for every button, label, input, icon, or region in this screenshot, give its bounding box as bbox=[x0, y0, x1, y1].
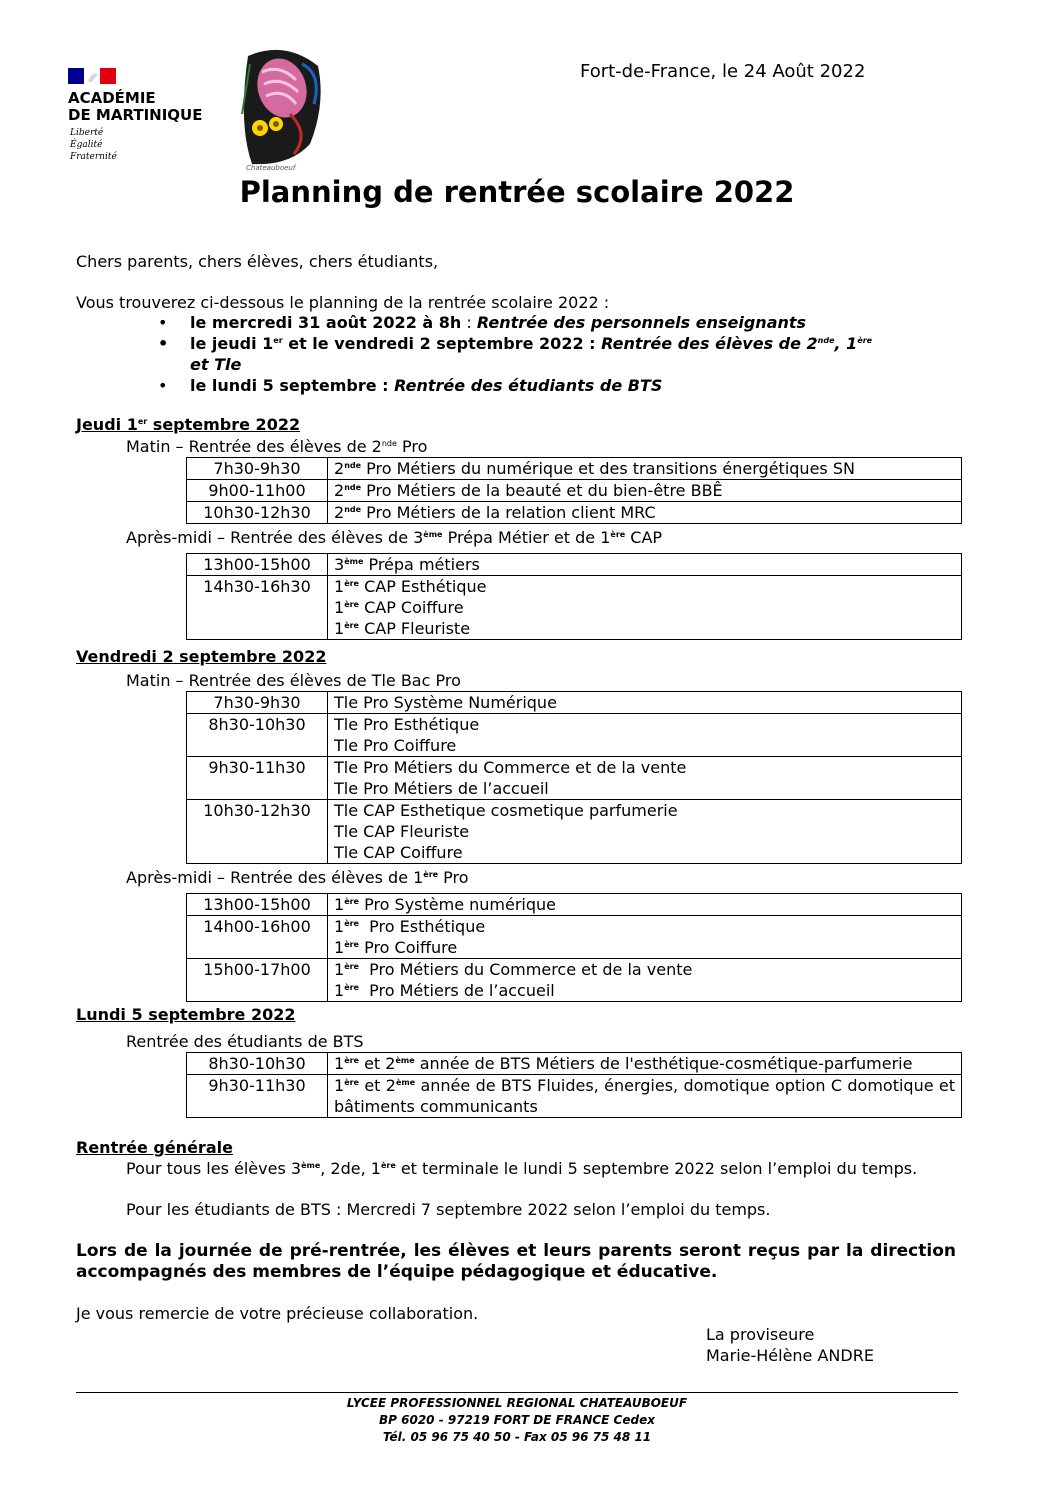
table-row bbox=[187, 916, 962, 959]
time-cell: 10h30-12h30 bbox=[187, 800, 328, 864]
footer-address: BP 6020 - 97219 FORT DE FRANCE Cedex bbox=[379, 1413, 655, 1427]
general-heading: Rentrée générale bbox=[76, 1138, 233, 1157]
motto-fraternite: Fraternité bbox=[70, 152, 117, 162]
time-cell: 7h30-9h30 bbox=[187, 692, 328, 714]
class-cell: 1ère et 2ème année de BTS Fluides, énergies, domotique option C domotique et bâtiments communicants bbox=[328, 1075, 962, 1118]
general-paragraph-2: Pour les étudiants de BTS : Mercredi 7 septembre 2022 selon l’emploi du temps. bbox=[126, 1200, 771, 1219]
bullet-item-teachers bbox=[156, 312, 966, 333]
footer bbox=[0, 1395, 1034, 1446]
table-row bbox=[187, 480, 962, 502]
footer-divider bbox=[76, 1392, 958, 1393]
signature-name: Marie-Hélène ANDRE bbox=[706, 1346, 874, 1365]
bullet-bts-label: Rentrée des étudiants de BTS bbox=[394, 376, 663, 395]
footer-school-name: LYCEE PROFESSIONNEL REGIONAL CHATEAUBOEUF bbox=[346, 1396, 688, 1410]
time-cell: 14h00-16h00 bbox=[187, 916, 328, 959]
thursday-afternoon-label: Après-midi – Rentrée des élèves de 3ème Prépa Métier et de 1ère CAP bbox=[126, 528, 663, 547]
bullet-students-label-d: et Tle bbox=[190, 355, 242, 374]
time-cell: 9h00-11h00 bbox=[187, 480, 328, 502]
table-row bbox=[187, 458, 962, 480]
table-row bbox=[187, 692, 962, 714]
page-title: Planning de rentrée scolaire 2022 bbox=[239, 175, 795, 209]
table-row bbox=[187, 959, 962, 1002]
bullet-icon: • bbox=[158, 376, 168, 395]
academy-logo bbox=[68, 66, 218, 166]
bullet-students-label: Rentrée des élèves de 2 bbox=[601, 334, 818, 353]
bullet-bts-date: le lundi 5 septembre : bbox=[190, 376, 395, 395]
class-cell: Tle CAP Esthetique cosmetique parfumerie Tle CAP Fleuriste Tle CAP Coiffure bbox=[328, 800, 962, 864]
time-cell: 8h30-10h30 bbox=[187, 1053, 328, 1075]
time-cell: 8h30-10h30 bbox=[187, 714, 328, 757]
place-date: Fort-de-France, le 24 Août 2022 bbox=[580, 61, 866, 82]
marianne-flag-icon bbox=[68, 68, 116, 84]
bullet-students-date-b: et le vendredi 2 septembre 2022 : bbox=[282, 334, 602, 353]
monday-sub-label: Rentrée des étudiants de BTS bbox=[126, 1032, 364, 1051]
bullet-teachers-date: le mercredi 31 août 2022 à 8h bbox=[190, 313, 462, 332]
signature-role: La proviseure bbox=[706, 1325, 815, 1344]
table-row bbox=[187, 800, 962, 864]
table-row bbox=[187, 1053, 962, 1075]
motto-liberte: Liberté bbox=[70, 128, 104, 138]
bullet-students-label-c: , 1 bbox=[834, 334, 858, 353]
class-cell: 2nde Pro Métiers du numérique et des transitions énergétiques SN bbox=[328, 458, 962, 480]
class-cell: 1ère et 2ème année de BTS Métiers de l'esthétique-cosmétique-parfumerie bbox=[328, 1053, 962, 1075]
time-cell: 9h30-11h30 bbox=[187, 1075, 328, 1118]
sup-er: er bbox=[273, 336, 283, 345]
class-cell: 2nde Pro Métiers de la beauté et du bien-être BBÊ bbox=[328, 480, 962, 502]
class-cell: Tle Pro Métiers du Commerce et de la vente Tle Pro Métiers de l’accueil bbox=[328, 757, 962, 800]
time-cell: 9h30-11h30 bbox=[187, 757, 328, 800]
time-cell: 7h30-9h30 bbox=[187, 458, 328, 480]
greeting: Chers parents, chers élèves, chers étudiants, bbox=[76, 252, 439, 271]
thursday-morning-label: Matin – Rentrée des élèves de 2nde Pro bbox=[126, 437, 428, 456]
sup-nde: nde bbox=[817, 336, 835, 345]
bullet-list bbox=[156, 312, 966, 396]
bullet-icon: • bbox=[158, 313, 168, 332]
bullet-item-students bbox=[156, 333, 966, 375]
class-cell: 1ère Pro Métiers du Commerce et de la vente 1ère Pro Métiers de l’accueil bbox=[328, 959, 962, 1002]
academy-name-line1: ACADÉMIE bbox=[68, 89, 156, 107]
monday-heading: Lundi 5 septembre 2022 bbox=[76, 1005, 296, 1024]
class-cell: 1ère Pro Esthétique 1ère Pro Coiffure bbox=[328, 916, 962, 959]
thursday-afternoon-table bbox=[186, 553, 962, 640]
general-paragraph-1: Pour tous les élèves 3ème, 2de, 1ère et terminale le lundi 5 septembre 2022 selon l’emploi du temps. bbox=[126, 1159, 918, 1178]
table-row bbox=[187, 757, 962, 800]
table-row bbox=[187, 554, 962, 576]
bullet-students-date-a: le jeudi 1 bbox=[190, 334, 274, 353]
bullet-icon: • bbox=[158, 334, 169, 353]
time-cell: 10h30-12h30 bbox=[187, 502, 328, 524]
academy-name-line2: DE MARTINIQUE bbox=[68, 106, 203, 124]
friday-morning-table bbox=[186, 691, 962, 864]
class-cell: Tle Pro Système Numérique bbox=[328, 692, 962, 714]
closing-statement: Lors de la journée de pré-rentrée, les élèves et leurs parents seront reçus par la direction accompagnés des membres de l’équipe pédagogique et éducative. bbox=[76, 1241, 956, 1282]
footer-phone: Tél. 05 96 75 40 50 - Fax 05 96 75 48 11 bbox=[382, 1430, 652, 1444]
time-cell: 14h30-16h30 bbox=[187, 576, 328, 640]
time-cell: 15h00-17h00 bbox=[187, 959, 328, 1002]
class-cell: Tle Pro Esthétique Tle Pro Coiffure bbox=[328, 714, 962, 757]
friday-afternoon-label: Après-midi – Rentrée des élèves de 1ère Pro bbox=[126, 868, 469, 887]
class-cell: 3ème Prépa métiers bbox=[328, 554, 962, 576]
school-logo bbox=[230, 44, 330, 174]
bullet-item-bts bbox=[156, 375, 966, 396]
bullet-teachers-label: Rentrée des personnels enseignants bbox=[476, 313, 807, 332]
bullet-sep: : bbox=[461, 313, 477, 332]
school-logo-caption: Chateauboeuf bbox=[246, 164, 296, 172]
thursday-heading: Jeudi 1er septembre 2022 bbox=[76, 415, 301, 434]
friday-afternoon-table bbox=[186, 893, 962, 1002]
table-row bbox=[187, 1075, 962, 1118]
table-row bbox=[187, 502, 962, 524]
time-cell: 13h00-15h00 bbox=[187, 554, 328, 576]
monday-table bbox=[186, 1052, 962, 1118]
sup-ere: ère bbox=[857, 336, 873, 345]
thursday-morning-table bbox=[186, 457, 962, 524]
table-row bbox=[187, 894, 962, 916]
class-cell: 2nde Pro Métiers de la relation client MRC bbox=[328, 502, 962, 524]
motto-egalite: Égalité bbox=[70, 140, 103, 150]
intro-text: Vous trouverez ci-dessous le planning de la rentrée scolaire 2022 : bbox=[76, 293, 610, 312]
thanks-line: Je vous remercie de votre précieuse collaboration. bbox=[76, 1304, 479, 1323]
time-cell: 13h00-15h00 bbox=[187, 894, 328, 916]
friday-heading: Vendredi 2 septembre 2022 bbox=[76, 647, 327, 666]
table-row bbox=[187, 576, 962, 640]
class-cell: 1ère Pro Système numérique bbox=[328, 894, 962, 916]
table-row bbox=[187, 714, 962, 757]
school-emblem-icon bbox=[230, 44, 330, 174]
friday-morning-label: Matin – Rentrée des élèves de Tle Bac Pro bbox=[126, 671, 461, 690]
class-cell: 1ère CAP Esthétique 1ère CAP Coiffure 1ère CAP Fleuriste bbox=[328, 576, 962, 640]
